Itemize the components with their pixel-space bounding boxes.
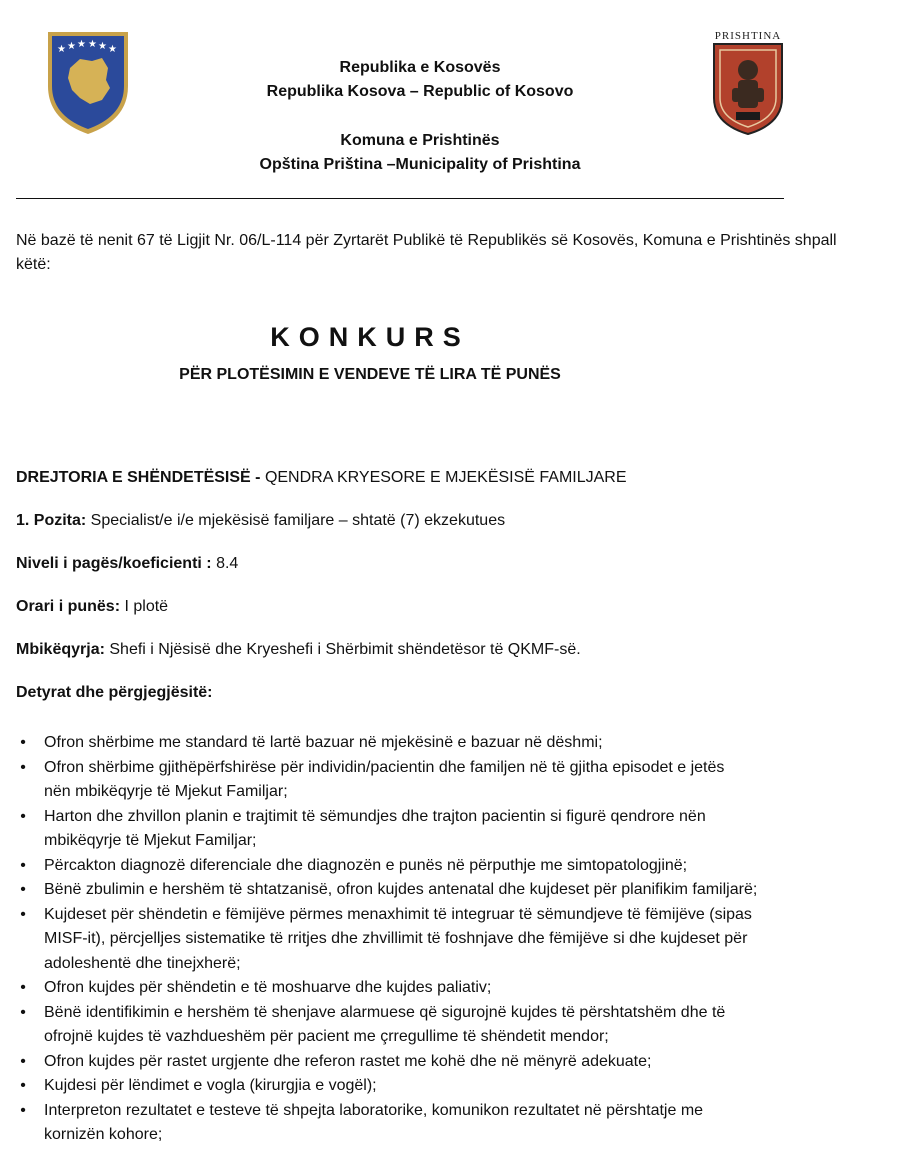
intro-paragraph: Në bazë të nenit 67 të Ligjit Nr. 06/L-114 për Zyrtarët Publikë të Republikës së Kosovës, Komuna e Prishtinës shpall këtë: [16,232,837,273]
department-value: QENDRA KRYESORE E MJEKËSISË FAMILJARE [264,469,627,486]
supervision-value: Shefi i Njësisë dhe Kryeshefi i Shërbimit shëndetësor të QKMF-së. [104,641,581,658]
salary-line [16,553,238,575]
schedule-line [16,596,168,618]
kosovo-coat-of-arms-icon [46,28,130,136]
duty-text-line: adoleshentë dhe tinejxherë; [44,954,241,972]
duty-text-line: MISF-it), përcjelljes sistematike të rritjes dhe zhvillimit të foshnjave dhe fëmijëve si dhe kujdeset për [44,930,748,947]
svg-text:★: ★ [77,39,86,50]
duties-heading: Detyrat dhe përgjegjësitë: [16,684,213,701]
duty-item [16,976,886,1001]
bullet-icon: • [20,1101,26,1119]
department-label: DREJTORIA E SHËNDETËSISË - [16,469,265,486]
duty-text-line: Ofron shërbime me standard të lartë bazuar në mjekësinë e bazuar në dëshmi; [44,734,603,751]
duty-item [16,878,886,903]
bullet-icon: • [20,758,26,776]
bullet-icon: • [20,881,26,898]
duty-text-line: Ofron kujdes për rastet urgjente dhe referon rastet me kohë dhe në mënyrë adekuate; [44,1052,652,1070]
duty-text-line: kornizën kohore; [44,1126,163,1143]
document-subtitle: PËR PLOTËSIMIN E VENDEVE TË LIRA TË PUNËS [179,366,561,383]
duty-item [16,756,886,805]
supervision-label: Mbikëqyrja: [16,641,105,658]
schedule-value: I plotë [120,598,169,615]
header-country-name: Republika e Kosovës [339,59,501,76]
duty-text-line: Kujdeset për shëndetin e fëmijëve përmes menaxhimit të integruar të sëmundjeve të fëmijëve (sipas [44,905,752,923]
bullet-icon: • [20,1052,26,1070]
bullet-icon: • [20,1077,26,1094]
bullet-icon: • [20,1003,26,1021]
duty-text-line: Përcakton diagnozë diferenciale dhe diagnozën e punës në përputhje me simtopatologjinë; [44,856,688,874]
prishtina-emblem-text: PRISHTINA [714,30,782,42]
duty-text-line: Bënë identifikimin e hershëm të shenjave alarmuese që sigurojnë kujdes të përshtatshëm dhe të [44,1003,726,1021]
duty-text-line: Ofron kujdes për shëndetin e të moshuarve dhe kujdes paliativ; [44,979,492,996]
duty-item [16,1001,886,1050]
svg-text:★: ★ [98,41,107,52]
header-divider [16,198,784,199]
salary-label: Niveli i pagës/koeficienti : [16,555,212,572]
duty-text-line: mbikëqyrje të Mjekut Familjar; [44,832,257,849]
duty-item [16,1074,886,1099]
svg-text:★: ★ [88,39,97,50]
prishtina-emblem-icon [708,28,788,138]
duty-item [16,805,886,854]
header-municipality-name: Komuna e Prishtinës [340,132,500,149]
duty-item [16,854,886,879]
duty-item [16,1099,886,1148]
duty-item [16,731,886,756]
duty-item [16,1050,886,1075]
duty-item [16,903,886,977]
duties-list [16,731,886,1148]
schedule-label: Orari i punës: [16,598,121,615]
svg-text:★: ★ [67,41,76,52]
supervision-line [16,639,581,661]
header-country-name-multilingual: Republika Kosova – Republic of Kosovo [266,83,574,100]
salary-value: 8.4 [211,555,239,572]
bullet-icon: • [20,807,26,825]
position-value: Specialist/e i/e mjekësisë familjare – shtatë (7) ekzekutues [86,512,506,529]
duty-text-line: Kujdesi për lëndimet e vogla (kirurgjia e vogël); [44,1077,377,1094]
svg-text:★: ★ [108,44,117,55]
svg-text:★: ★ [57,44,66,55]
duty-text-line: Interpreton rezultatet e testeve të shpejta laboratorike, komunikon rezultatet në përshtatje me [44,1101,704,1119]
position-label: 1. Pozita: [16,512,87,529]
duty-text-line: Harton dhe zhvillon planin e trajtimit të sëmundjes dhe trajton pacientin si figurë qendrore nën [44,807,706,825]
bullet-icon: • [20,979,26,996]
bullet-icon: • [20,905,26,923]
bullet-icon: • [20,856,26,874]
position-line [16,510,505,532]
duty-text-line: nën mbikëqyrje të Mjekut Familjar; [44,783,288,800]
document-title: KONKURS [270,322,470,352]
department-line [16,467,627,489]
header-municipality-name-multilingual: Opština Priština –Municipality of Prishtina [259,156,581,173]
bullet-icon: • [20,734,26,751]
duty-text-line: ofrojnë kujdes të vazhdueshëm për pacient me çrregullime të shëndetit mendor; [44,1028,609,1045]
duty-text-line: Ofron shërbime gjithëpërfshirëse për individin/pacientin dhe familjen në të gjitha episodet e jetës [44,758,725,776]
duty-text-line: Bënë zbulimin e hershëm të shtatzanisë, ofron kujdes antenatal dhe kujdeset për planifikim familjarë; [44,881,758,898]
